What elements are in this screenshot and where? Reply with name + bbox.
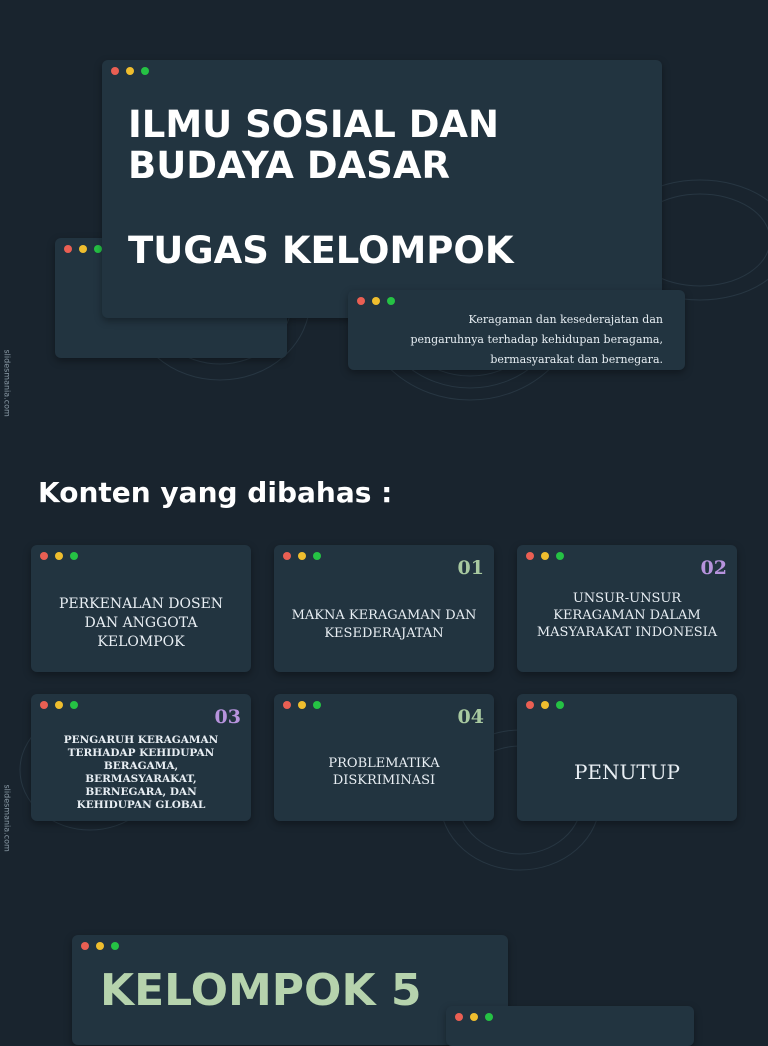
minimize-dot-icon [372,297,380,305]
maximize-dot-icon [111,942,119,950]
close-dot-icon [111,67,119,75]
window-controls [455,1013,493,1021]
close-dot-icon [81,942,89,950]
maximize-dot-icon [141,67,149,75]
window-controls [357,297,395,305]
card-text: UNSUR-UNSUR KERAGAMAN DALAM MASYARAKAT INDONESIA [536,591,718,640]
slide-title [128,104,514,271]
card-number: 02 [700,557,727,579]
maximize-dot-icon [70,552,78,560]
card-number: 04 [457,706,484,728]
minimize-dot-icon [96,942,104,950]
group-window [72,935,508,1045]
minimize-dot-icon [55,552,63,560]
card-number: 01 [457,557,484,579]
group-title: KELOMPOK 5 [100,965,422,1016]
card-text: MAKNA KERAGAMAN DAN KESEDERAJATAN [291,608,477,641]
window-controls [283,552,321,560]
close-dot-icon [40,701,48,709]
minimize-dot-icon [79,245,87,253]
window-controls [81,942,119,950]
minimize-dot-icon [541,701,549,709]
title-line-3: TUGAS KELOMPOK [128,229,514,272]
content-card-closing [517,694,737,821]
minimize-dot-icon [470,1013,478,1021]
close-dot-icon [40,552,48,560]
content-card-03 [31,694,251,821]
maximize-dot-icon [70,701,78,709]
close-dot-icon [283,701,291,709]
bottom-window [446,1006,694,1046]
minimize-dot-icon [55,701,63,709]
description-window [348,290,685,370]
title-line-1: ILMU SOSIAL DAN [128,103,500,146]
credit-text-lower: slidesmania.com [2,784,12,852]
maximize-dot-icon [556,701,564,709]
close-dot-icon [526,701,534,709]
description-text: Keragaman dan kesederajatan dan pengaruhnya terhadap kehidupan beragama, bermasyarakat dan bernegara. [410,313,663,366]
window-controls [283,701,321,709]
maximize-dot-icon [485,1013,493,1021]
close-dot-icon [283,552,291,560]
close-dot-icon [357,297,365,305]
window-controls [526,701,564,709]
minimize-dot-icon [126,67,134,75]
close-dot-icon [64,245,72,253]
window-controls [64,245,102,253]
maximize-dot-icon [556,552,564,560]
maximize-dot-icon [313,552,321,560]
card-number: 03 [214,706,241,728]
maximize-dot-icon [387,297,395,305]
close-dot-icon [455,1013,463,1021]
content-card-01 [274,545,494,672]
content-card-intro [31,545,251,672]
minimize-dot-icon [298,552,306,560]
card-text: PENUTUP [573,760,681,784]
card-text: PENGARUH KERAGAMAN TERHADAP KEHIDUPAN BERAGAMA, BERMASYARAKAT, BERNEGARA, DAN KEHIDUPAN GLOBAL [63,734,219,811]
card-text: PERKENALAN DOSEN DAN ANGGOTA KELOMPOK [58,596,224,650]
minimize-dot-icon [298,701,306,709]
maximize-dot-icon [94,245,102,253]
window-controls [526,552,564,560]
title-window [102,60,662,318]
window-controls [40,701,78,709]
window-controls [40,552,78,560]
close-dot-icon [526,552,534,560]
credit-text-upper: slidesmania.com [2,349,12,417]
window-controls [111,67,149,75]
section-heading: Konten yang dibahas : [38,476,393,509]
content-card-04 [274,694,494,821]
card-text: PROBLEMATIKA DISKRIMINASI [328,756,440,788]
content-card-02 [517,545,737,672]
maximize-dot-icon [313,701,321,709]
minimize-dot-icon [541,552,549,560]
title-line-2: BUDAYA DASAR [128,144,450,187]
